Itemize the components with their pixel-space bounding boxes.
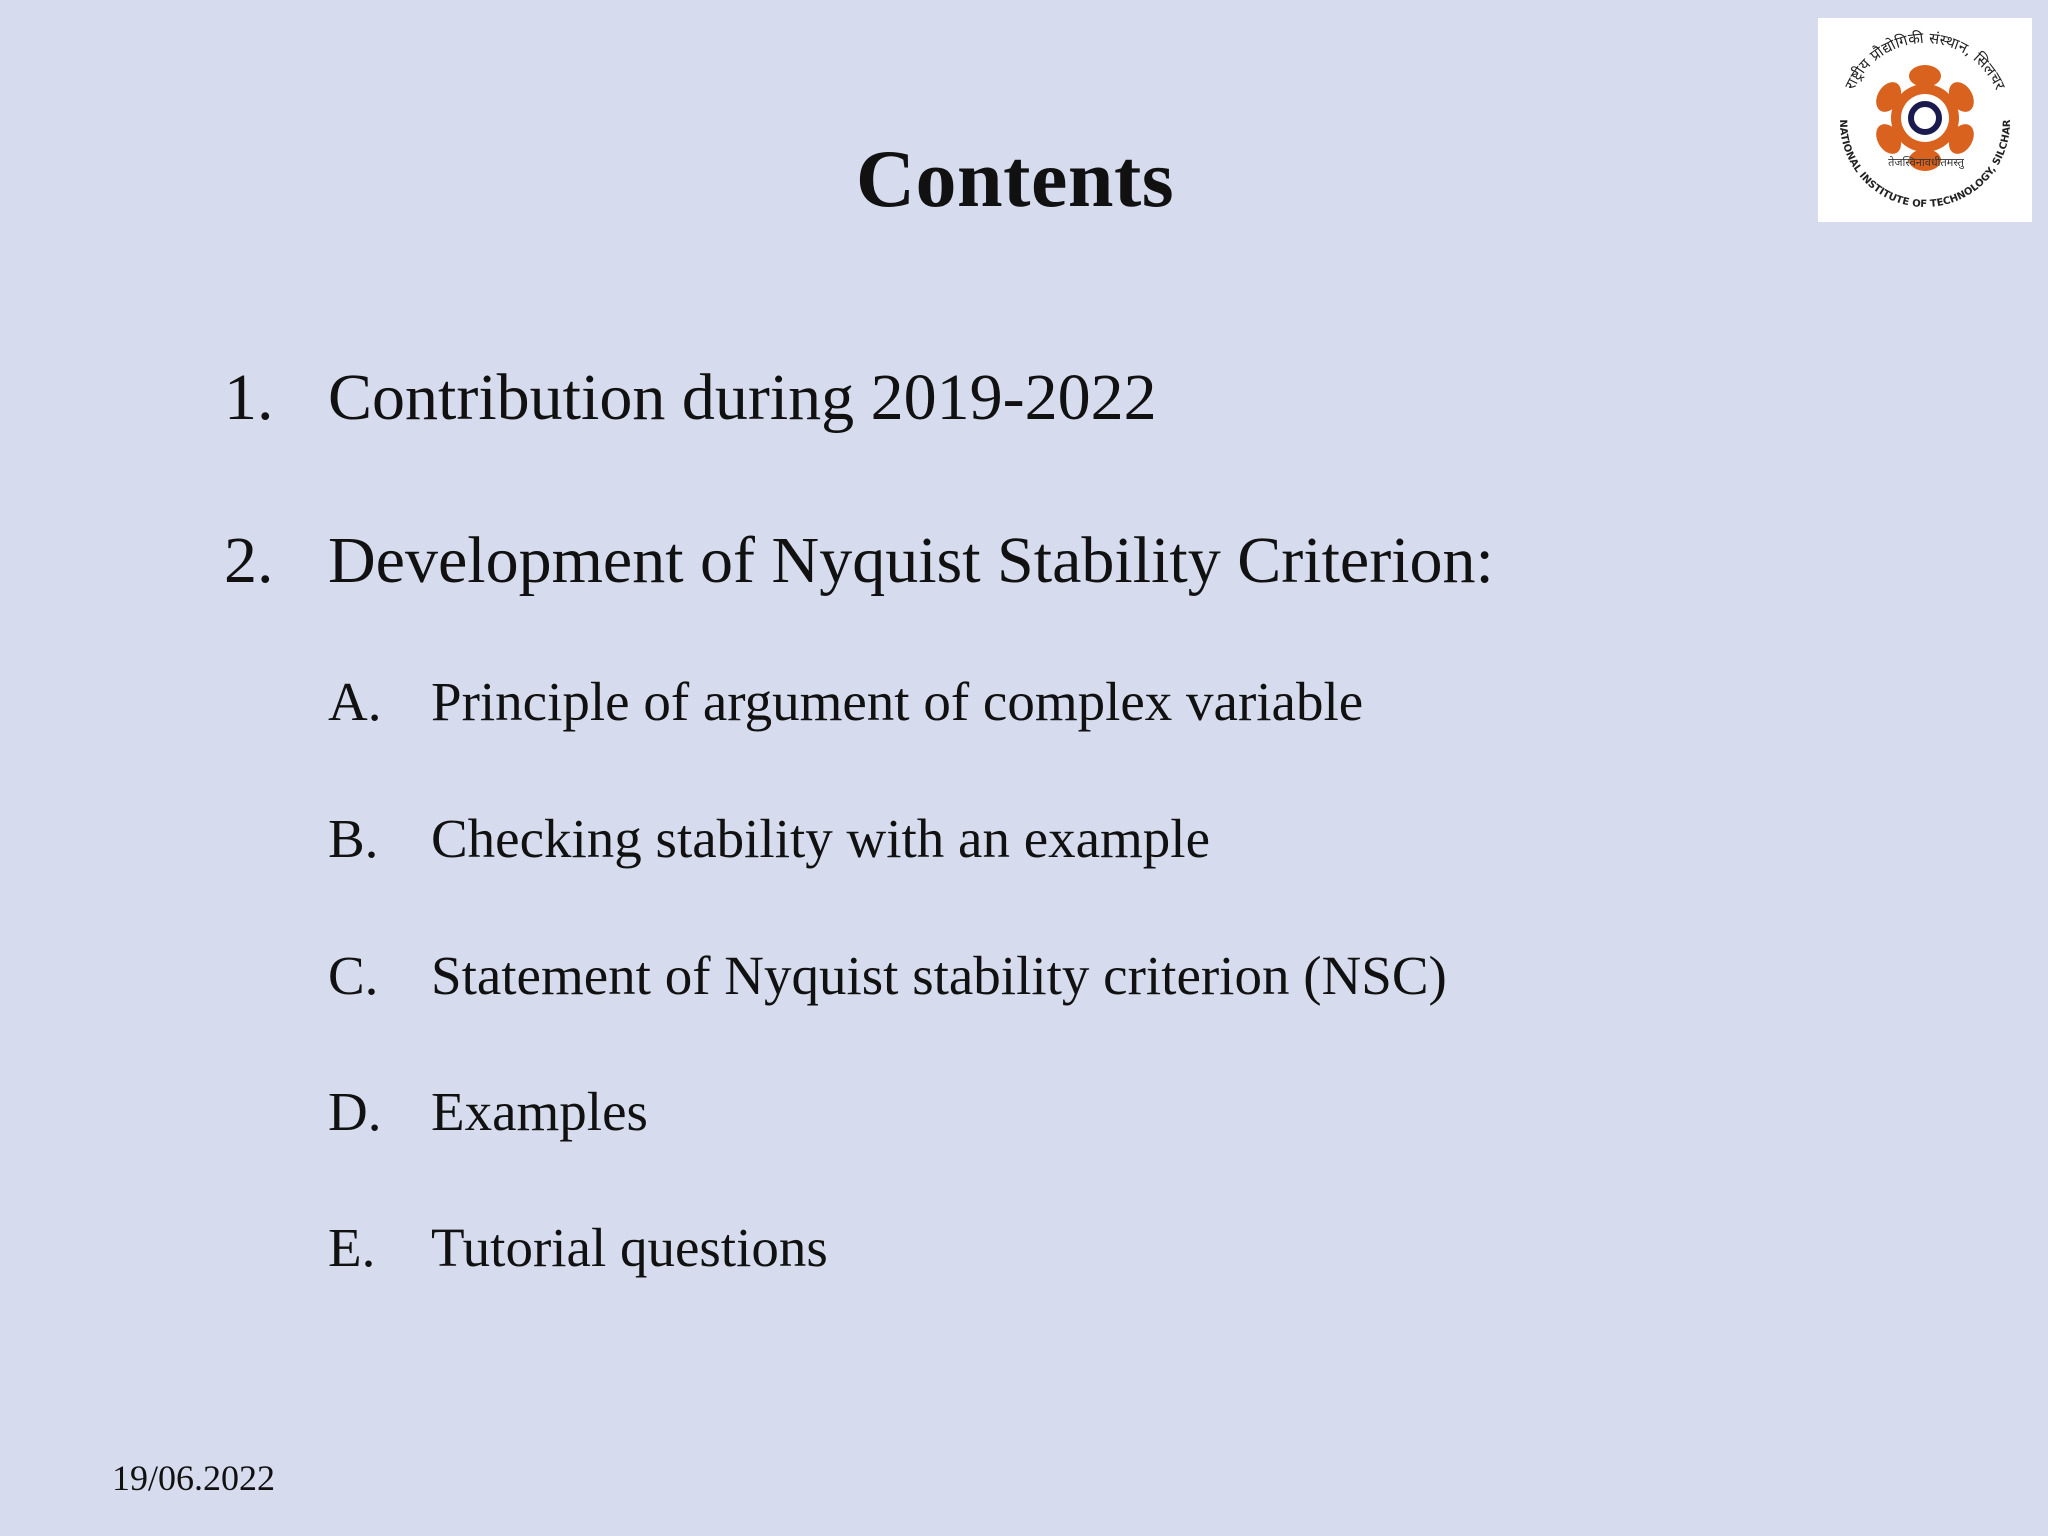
sub-list-item [328,671,1364,732]
list-item-number: 1. [224,361,274,434]
list-item-label: Development of Nyquist Stability Criterion: [328,524,1494,597]
institute-logo [1818,18,2032,222]
sub-list-item [328,1081,648,1142]
sub-list-item-letter: D. [328,1081,382,1142]
sub-list-item [328,945,1447,1006]
slide-title: Contents [855,133,1175,224]
list-item-number: 2. [224,524,274,597]
sub-list-item-letter: B. [328,808,379,869]
svg-text:तेजस्विनावधीतमस्तु: तेजस्विनावधीतमस्तु [1888,156,1964,169]
list-item [224,524,1494,597]
sub-list-item-letter: E. [328,1217,376,1278]
sub-list-item-label: Checking stability with an example [431,808,1210,869]
sub-list-item-label: Examples [431,1081,648,1142]
sub-list-item-letter: A. [328,671,382,732]
sub-list-item [328,1217,828,1278]
svg-text:राष्ट्रीय प्रौद्योगिकी संस्थान: राष्ट्रीय प्रौद्योगिकी संस्थान, सिलचर [1841,28,2009,93]
slide-date: 19/06.2022 [112,1458,276,1498]
sub-list-item-label: Tutorial questions [431,1217,828,1278]
sub-list-item [328,808,1210,869]
sub-list-item-label: Statement of Nyquist stability criterion (NSC) [431,945,1447,1006]
sub-list-item-label: Principle of argument of complex variable [431,671,1364,732]
list-item-label: Contribution during 2019-2022 [328,361,1157,434]
sub-list-item-letter: C. [328,945,379,1006]
svg-text:NATIONAL INSTITUTE OF TECHNOLO: NATIONAL INSTITUTE OF TECHNOLOGY, SILCHAR [1836,119,2014,211]
list-item [224,361,1157,434]
